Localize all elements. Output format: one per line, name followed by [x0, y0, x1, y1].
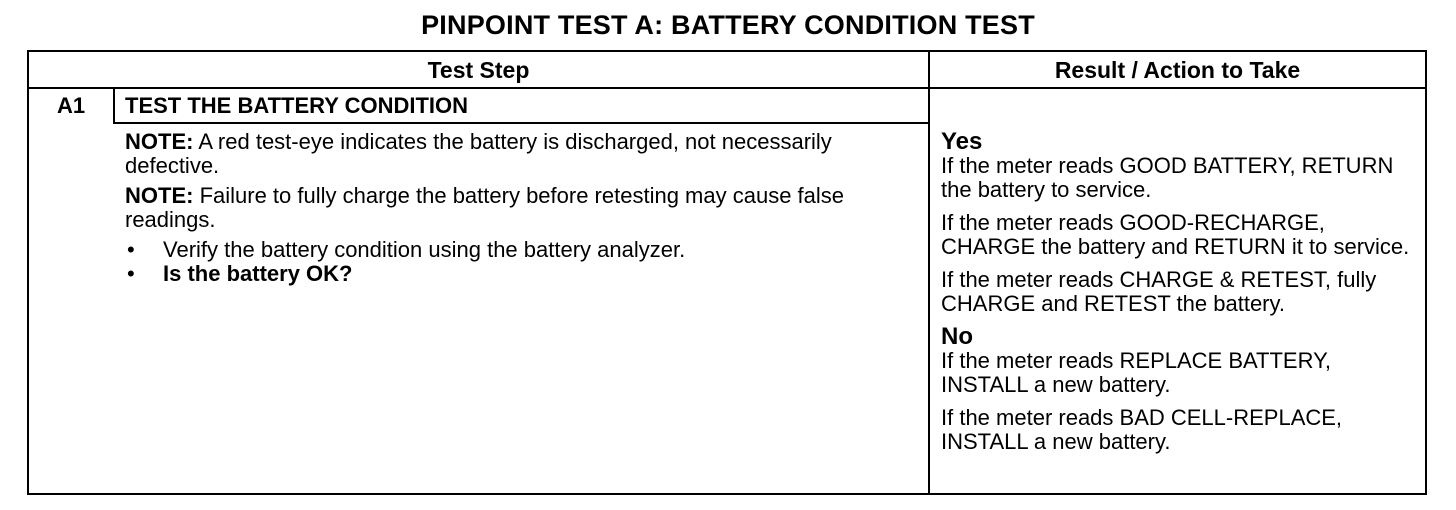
result-no-heading: No	[941, 323, 973, 350]
page-title: PINPOINT TEST A: BATTERY CONDITION TEST	[421, 10, 1035, 40]
note-text: Failure to fully charge the battery before retesting may cause false readings.	[125, 183, 845, 232]
bullet-marker: •	[127, 237, 135, 262]
pinpoint-test-table	[27, 50, 1427, 495]
bullet-item	[125, 262, 905, 286]
header-result: Result / Action to Take	[1054, 57, 1301, 83]
column-divider	[928, 52, 930, 493]
result-actions	[941, 130, 1421, 463]
result-yes-heading: Yes	[941, 128, 983, 155]
bullet-item	[125, 238, 905, 262]
result-yes-item: If the meter reads GOOD-RECHARGE, CHARGE the battery and RETURN it to service.	[941, 210, 1410, 259]
note-1	[125, 130, 905, 178]
step-id-divider	[113, 88, 115, 123]
result-yes-item: If the meter reads GOOD BATTERY, RETURN the battery to service.	[941, 153, 1394, 202]
bullet-text: Verify the battery condition using the battery analyzer.	[163, 237, 686, 262]
note-label: NOTE:	[125, 183, 194, 208]
step-title-divider	[113, 122, 928, 124]
note-label: NOTE:	[125, 129, 194, 154]
note-2	[125, 184, 905, 232]
bullet-question: Is the battery OK?	[163, 261, 353, 286]
header-test-step: Test Step	[427, 57, 530, 83]
result-no-item: If the meter reads BAD CELL-REPLACE, INSTALL a new battery.	[941, 405, 1343, 454]
result-yes-item: If the meter reads CHARGE & RETEST, fully CHARGE and RETEST the battery.	[941, 267, 1377, 316]
step-title: TEST THE BATTERY CONDITION	[125, 93, 469, 118]
step-id: A1	[56, 93, 86, 118]
result-no-item: If the meter reads REPLACE BATTERY, INSTALL a new battery.	[941, 348, 1332, 397]
bullet-marker: •	[127, 261, 135, 286]
step-instructions	[125, 130, 905, 286]
note-text: A red test-eye indicates the battery is discharged, not necessarily defective.	[125, 129, 832, 178]
